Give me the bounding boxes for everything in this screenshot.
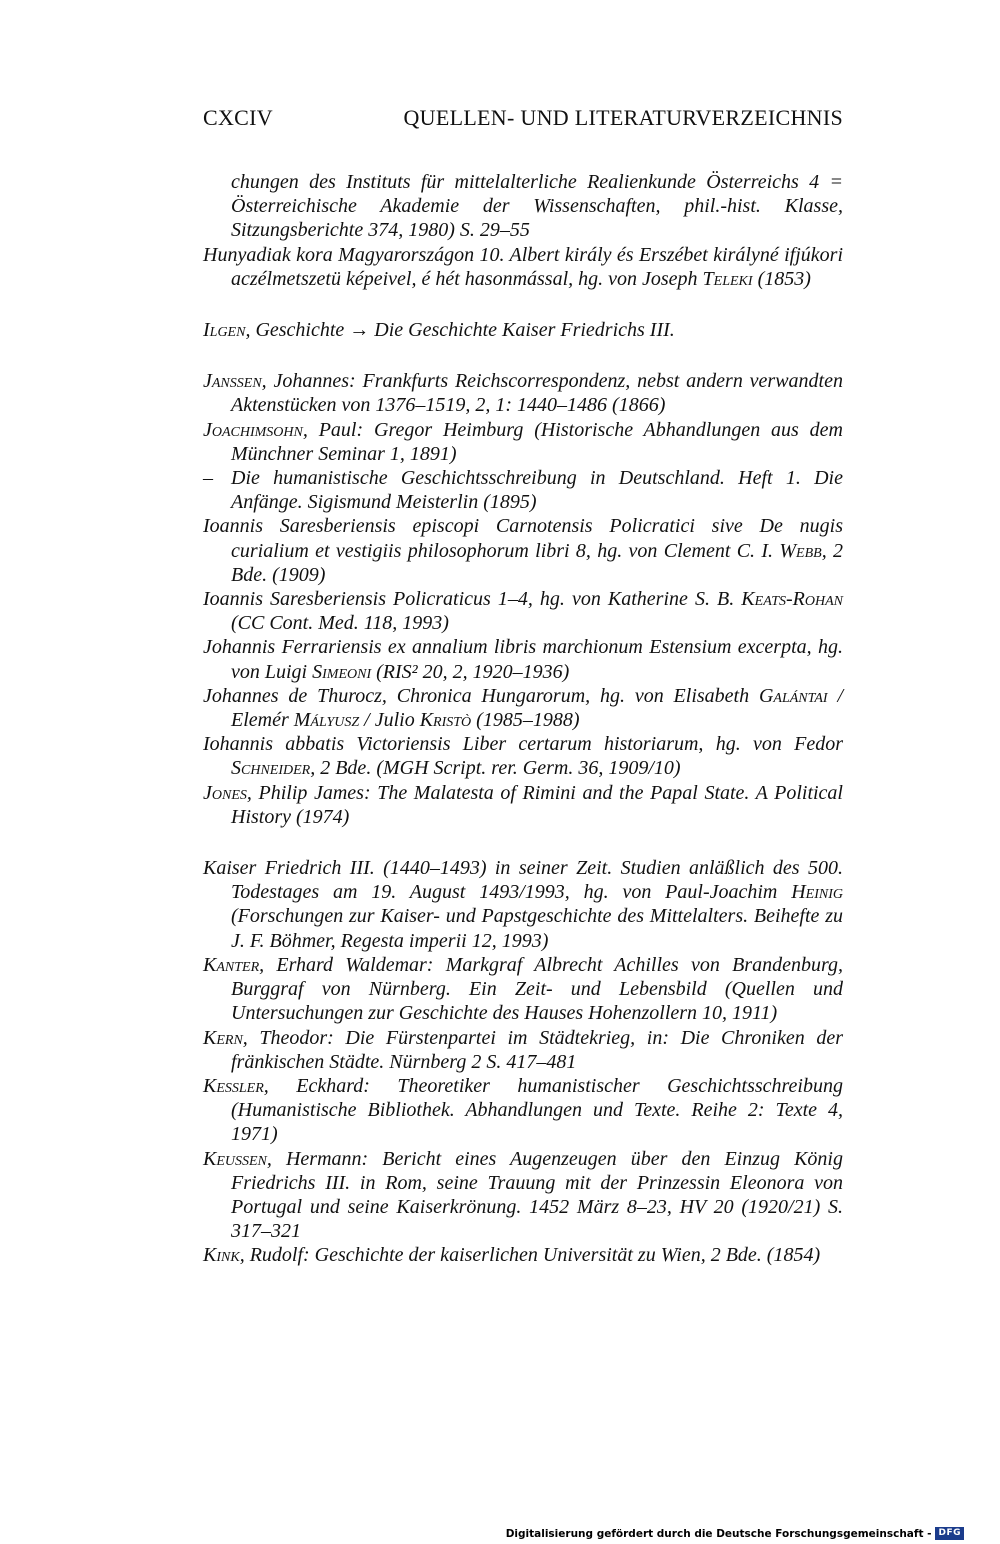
letter-section-gap [203, 829, 843, 856]
author-name: Teleki [702, 267, 753, 290]
author-name: Webb [779, 539, 822, 562]
author-name: Janssen [203, 370, 262, 393]
bibliography-entry: Ilgen, Geschichte → Die Geschichte Kaiser Friedrichs III. [203, 319, 675, 342]
author-name: Kanter [203, 953, 260, 976]
author-name: Galántai [758, 684, 828, 707]
bibliography-entry: Kaiser Friedrich III. (1440–1493) in seiner Zeit. Studien anläßlich des 500. Todestages am 19. August 1493/1993, hg. von Paul-Joachim Heinig (Forschungen zur Kaiser- und Papstgeschichte des Mittelalters. Beihefte zu J. F. Böhmer, Regesta imperii 12, 1993) [203, 857, 843, 952]
page-number: CXCIV [203, 105, 273, 130]
author-name: Joachimsohn [203, 418, 303, 441]
bibliography-entry: Johannes de Thurocz, Chronica Hungarorum, hg. von Elisabeth Galántai / Elemér Mályusz / Julio Kristò (1985–1988) [203, 684, 843, 732]
bibliography-entry: Ioannis Saresberiensis Policraticus 1–4, hg. von Katherine S. B. Keats-Rohan (CC Cont. Med. 118, 1993) [203, 588, 843, 635]
digitization-credit [506, 1527, 964, 1540]
bibliography-entry: Iohannis abbatis Victoriensis Liber certarum historiarum, hg. von Fedor Schneider, 2 Bde. (MGH Script. rer. Germ. 36, 1909/10) [203, 733, 843, 780]
author-name: Heinig [791, 881, 843, 904]
author-name: Kink [203, 1244, 240, 1267]
running-header [203, 105, 843, 141]
author-name: Kessler [203, 1074, 264, 1097]
letter-section-gap [203, 342, 843, 369]
running-title: QUELLEN- UND LITERATURVERZEICHNIS [403, 105, 843, 130]
bibliography-entry: Jones, Philip James: The Malatesta of Rimini and the Papal State. A Political History (1974) [203, 781, 843, 828]
bibliography-entry: Kink, Rudolf: Geschichte der kaiserlichen Universität zu Wien, 2 Bde. (1854) [203, 1244, 821, 1267]
bibliography-entry: Hunyadiak kora Magyarországon 10. Albert király és Erszébet királyné ifjúkori aczélmetszetü képeivel, é hét hasonmással, hg. von Joseph Teleki (1853) [203, 243, 843, 290]
author-name: Keats-Rohan [741, 588, 843, 611]
author-name: Schneider [231, 757, 311, 780]
bibliography-entry: Keussen, Hermann: Bericht eines Augenzeugen über den Einzug König Friedrichs III. in Rom, seine Trauung mit der Prinzessin Eleonora von Portugal und seine Kaiserkrönung. 1452 März 8–23, HV 20 (1920/21) S. 317–321 [203, 1147, 843, 1243]
same-author-dash: – [203, 467, 213, 490]
bibliography-entry-same-author: – Die humanistische Geschichtsschreibung in Deutschland. Heft 1. Die Anfänge. Sigismund Meisterlin (1895) [203, 467, 843, 514]
bibliography-entry: Kessler, Eckhard: Theoretiker humanistischer Geschichtsschreibung (Humanistische Bibliothek. Abhandlungen und Texte. Reihe 2: Texte 4, 1971) [203, 1074, 843, 1146]
bibliography-entry: Kanter, Erhard Waldemar: Markgraf Albrecht Achilles von Brandenburg, Burggraf von Nürnberg. Ein Zeit- und Lebensbild (Quellen und Untersuchungen zur Geschichte des Hauses Hohenzollern 10, 1911) [203, 953, 843, 1025]
dfg-logo: DFG [935, 1527, 964, 1540]
bibliography-entry: Kern, Theodor: Die Fürstenpartei im Städtekrieg, in: Die Chroniken der fränkischen Städte. Nürnberg 2 S. 417–481 [203, 1026, 843, 1073]
author-name: Kern [203, 1026, 243, 1049]
author-name: Mályusz [293, 709, 360, 732]
bibliography-entry-continued: chungen des Instituts für mittelalterliche Realienkunde Österreichs 4 = Österreichische Akademie der Wissenschaften, phil.-hist. Klasse, Sitzungsberichte 374, 1980) S. 29–55 [231, 171, 843, 242]
author-name: Kristò [419, 709, 472, 732]
bibliography-entry: Ioannis Saresberiensis episcopi Carnotensis Policratici sive De nugis curialium et vestigiis philosophorum libri 8, hg. von Clement C. I. Webb, 2 Bde. (1909) [203, 515, 844, 586]
bibliography-entry: Joachimsohn, Paul: Gregor Heimburg (Historische Abhandlungen aus dem Münchner Seminar 1, 1891) [203, 418, 843, 465]
credit-text: Digitalisierung gefördert durch die Deutsche Forschungsgemeinschaft - [505, 1527, 932, 1540]
author-name: Jones [203, 781, 247, 804]
bibliography-entry: Johannis Ferrariensis ex annalium libris marchionum Estensium excerpta, hg. von Luigi Simeoni (RIS² 20, 2, 1920–1936) [203, 636, 843, 683]
author-name: Keussen [203, 1147, 267, 1170]
author-name: Ilgen [203, 319, 246, 342]
bibliography-entry: Janssen, Johannes: Frankfurts Reichscorrespondenz, nebst andern verwandten Aktenstücken von 1376–1519, 2, 1: 1440–1486 (1866) [203, 370, 843, 417]
letter-section-gap [203, 291, 843, 318]
author-name: Simeoni [312, 660, 372, 683]
bibliography-list [203, 170, 843, 1268]
